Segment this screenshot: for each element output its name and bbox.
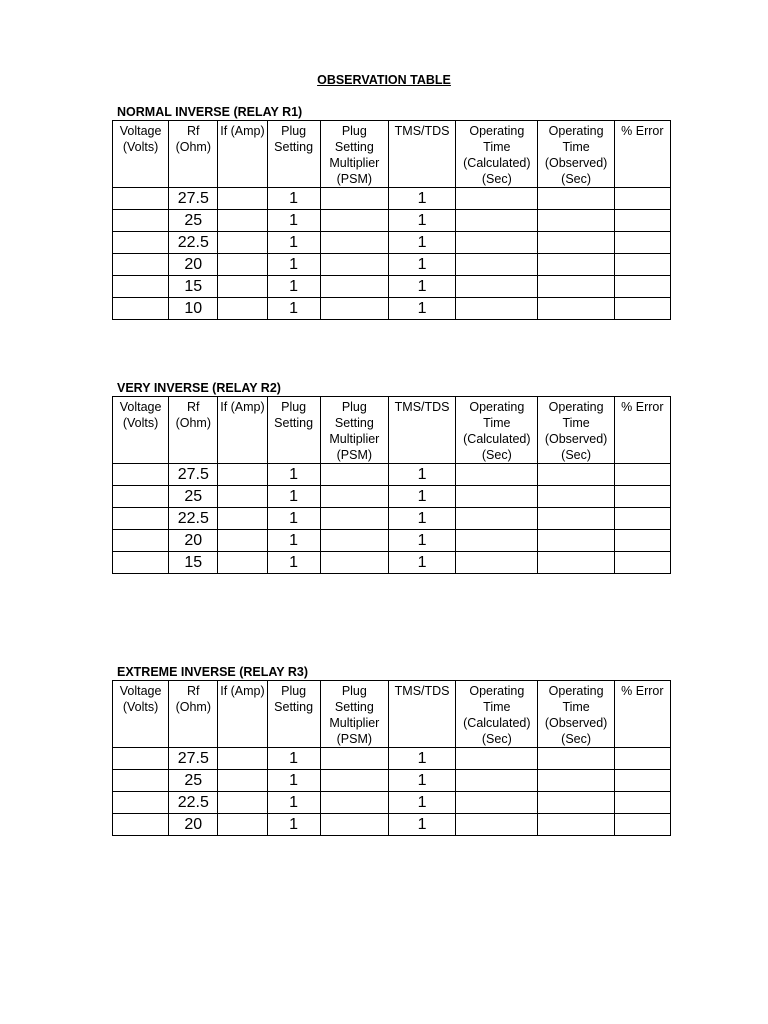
cell-plug-setting: 1 (267, 188, 320, 210)
cell-plug-setting: 1 (267, 552, 320, 574)
header-psm: Plug Setting Multiplier (PSM) (320, 121, 388, 188)
cell-voltage (113, 486, 169, 508)
header-time-calculated: Operating Time (Calculated) (Sec) (456, 121, 538, 188)
header-if: If (Amp) (218, 681, 267, 748)
cell-psm (320, 486, 388, 508)
cell-percent-error (614, 530, 670, 552)
cell-voltage (113, 748, 169, 770)
cell-time-observed (538, 792, 614, 814)
cell-voltage (113, 276, 169, 298)
table-row (113, 210, 671, 232)
cell-percent-error (614, 552, 670, 574)
cell-if (218, 188, 267, 210)
cell-if (218, 508, 267, 530)
table-row (113, 792, 671, 814)
cell-rf: 20 (169, 254, 218, 276)
cell-plug-setting: 1 (267, 276, 320, 298)
cell-if (218, 464, 267, 486)
cell-rf: 27.5 (169, 188, 218, 210)
cell-voltage (113, 770, 169, 792)
cell-time-observed (538, 464, 614, 486)
header-plug-setting: Plug Setting (267, 121, 320, 188)
section-title: NORMAL INVERSE (RELAY R1) (117, 105, 303, 119)
table-row (113, 552, 671, 574)
cell-tms-tds: 1 (388, 464, 455, 486)
header-if: If (Amp) (218, 397, 267, 464)
cell-time-observed (538, 770, 614, 792)
cell-percent-error (614, 464, 670, 486)
cell-plug-setting: 1 (267, 486, 320, 508)
cell-rf: 27.5 (169, 464, 218, 486)
cell-psm (320, 210, 388, 232)
cell-psm (320, 792, 388, 814)
cell-tms-tds: 1 (388, 210, 455, 232)
cell-psm (320, 770, 388, 792)
header-rf: Rf (Ohm) (169, 681, 218, 748)
observation-table (112, 680, 671, 836)
header-time-observed: Operating Time (Observed) (Sec) (538, 681, 614, 748)
header-tms-tds: TMS/TDS (388, 681, 455, 748)
header-percent-error: % Error (614, 121, 670, 188)
very-inverse-section (112, 380, 672, 574)
table-row (113, 276, 671, 298)
header-percent-error: % Error (614, 681, 670, 748)
cell-time-observed (538, 254, 614, 276)
cell-plug-setting: 1 (267, 770, 320, 792)
cell-psm (320, 254, 388, 276)
cell-psm (320, 276, 388, 298)
cell-time-observed (538, 814, 614, 836)
cell-psm (320, 552, 388, 574)
cell-if (218, 814, 267, 836)
cell-tms-tds: 1 (388, 814, 455, 836)
cell-plug-setting: 1 (267, 210, 320, 232)
cell-if (218, 530, 267, 552)
table-row (113, 254, 671, 276)
cell-percent-error (614, 210, 670, 232)
header-plug-setting: Plug Setting (267, 397, 320, 464)
header-row (113, 681, 671, 748)
header-voltage: Voltage (Volts) (113, 681, 169, 748)
cell-time-observed (538, 232, 614, 254)
header-tms-tds: TMS/TDS (388, 121, 455, 188)
cell-percent-error (614, 748, 670, 770)
cell-time-observed (538, 748, 614, 770)
cell-voltage (113, 254, 169, 276)
cell-tms-tds: 1 (388, 188, 455, 210)
page-title: OBSERVATION TABLE (317, 73, 451, 87)
cell-if (218, 210, 267, 232)
cell-percent-error (614, 276, 670, 298)
cell-voltage (113, 552, 169, 574)
cell-time-calculated (456, 792, 538, 814)
cell-time-calculated (456, 188, 538, 210)
cell-voltage (113, 298, 169, 320)
cell-time-calculated (456, 508, 538, 530)
cell-rf: 25 (169, 486, 218, 508)
cell-voltage (113, 464, 169, 486)
cell-plug-setting: 1 (267, 232, 320, 254)
cell-if (218, 792, 267, 814)
table-row (113, 814, 671, 836)
cell-time-calculated (456, 210, 538, 232)
cell-time-observed (538, 486, 614, 508)
cell-percent-error (614, 254, 670, 276)
cell-plug-setting: 1 (267, 464, 320, 486)
cell-psm (320, 530, 388, 552)
cell-psm (320, 298, 388, 320)
cell-time-calculated (456, 486, 538, 508)
cell-time-calculated (456, 748, 538, 770)
cell-psm (320, 748, 388, 770)
cell-if (218, 276, 267, 298)
header-time-calculated: Operating Time (Calculated) (Sec) (456, 681, 538, 748)
cell-voltage (113, 814, 169, 836)
cell-time-observed (538, 188, 614, 210)
cell-rf: 22.5 (169, 508, 218, 530)
cell-percent-error (614, 232, 670, 254)
cell-if (218, 486, 267, 508)
section-title: EXTREME INVERSE (RELAY R3) (117, 665, 309, 679)
header-plug-setting: Plug Setting (267, 681, 320, 748)
cell-voltage (113, 232, 169, 254)
cell-if (218, 254, 267, 276)
table-row (113, 770, 671, 792)
cell-time-calculated (456, 232, 538, 254)
section-title: VERY INVERSE (RELAY R2) (117, 381, 281, 395)
table-row (113, 464, 671, 486)
header-row (113, 121, 671, 188)
cell-psm (320, 232, 388, 254)
observation-table (112, 120, 671, 320)
cell-if (218, 232, 267, 254)
cell-time-observed (538, 298, 614, 320)
cell-voltage (113, 210, 169, 232)
cell-psm (320, 188, 388, 210)
cell-percent-error (614, 814, 670, 836)
cell-rf: 15 (169, 276, 218, 298)
cell-plug-setting: 1 (267, 254, 320, 276)
cell-rf: 22.5 (169, 232, 218, 254)
cell-rf: 27.5 (169, 748, 218, 770)
cell-time-calculated (456, 276, 538, 298)
cell-tms-tds: 1 (388, 232, 455, 254)
cell-time-calculated (456, 814, 538, 836)
cell-plug-setting: 1 (267, 298, 320, 320)
cell-time-calculated (456, 770, 538, 792)
table-row (113, 530, 671, 552)
header-row (113, 397, 671, 464)
cell-voltage (113, 508, 169, 530)
cell-percent-error (614, 486, 670, 508)
cell-psm (320, 464, 388, 486)
header-tms-tds: TMS/TDS (388, 397, 455, 464)
cell-plug-setting: 1 (267, 792, 320, 814)
cell-time-calculated (456, 254, 538, 276)
table-row (113, 298, 671, 320)
cell-percent-error (614, 770, 670, 792)
table-row (113, 486, 671, 508)
cell-rf: 20 (169, 530, 218, 552)
extreme-inverse-section (112, 664, 672, 836)
cell-tms-tds: 1 (388, 486, 455, 508)
cell-time-calculated (456, 298, 538, 320)
cell-percent-error (614, 508, 670, 530)
normal-inverse-section (112, 104, 672, 320)
header-voltage: Voltage (Volts) (113, 397, 169, 464)
cell-tms-tds: 1 (388, 552, 455, 574)
cell-if (218, 552, 267, 574)
cell-rf: 15 (169, 552, 218, 574)
header-psm: Plug Setting Multiplier (PSM) (320, 397, 388, 464)
cell-time-observed (538, 210, 614, 232)
cell-tms-tds: 1 (388, 792, 455, 814)
observation-table (112, 396, 671, 574)
cell-if (218, 298, 267, 320)
cell-rf: 20 (169, 814, 218, 836)
cell-rf: 25 (169, 770, 218, 792)
cell-rf: 22.5 (169, 792, 218, 814)
cell-time-observed (538, 276, 614, 298)
cell-percent-error (614, 792, 670, 814)
cell-plug-setting: 1 (267, 748, 320, 770)
cell-voltage (113, 530, 169, 552)
header-time-observed: Operating Time (Observed) (Sec) (538, 397, 614, 464)
header-percent-error: % Error (614, 397, 670, 464)
cell-if (218, 748, 267, 770)
cell-plug-setting: 1 (267, 530, 320, 552)
cell-time-calculated (456, 552, 538, 574)
cell-voltage (113, 188, 169, 210)
header-rf: Rf (Ohm) (169, 121, 218, 188)
cell-tms-tds: 1 (388, 770, 455, 792)
cell-percent-error (614, 298, 670, 320)
cell-time-calculated (456, 530, 538, 552)
cell-time-observed (538, 530, 614, 552)
header-psm: Plug Setting Multiplier (PSM) (320, 681, 388, 748)
table-row (113, 748, 671, 770)
cell-tms-tds: 1 (388, 276, 455, 298)
cell-if (218, 770, 267, 792)
cell-tms-tds: 1 (388, 748, 455, 770)
cell-voltage (113, 792, 169, 814)
cell-plug-setting: 1 (267, 508, 320, 530)
cell-time-observed (538, 552, 614, 574)
header-if: If (Amp) (218, 121, 267, 188)
cell-psm (320, 508, 388, 530)
cell-plug-setting: 1 (267, 814, 320, 836)
table-row (113, 188, 671, 210)
cell-rf: 10 (169, 298, 218, 320)
cell-rf: 25 (169, 210, 218, 232)
cell-tms-tds: 1 (388, 298, 455, 320)
cell-tms-tds: 1 (388, 254, 455, 276)
cell-percent-error (614, 188, 670, 210)
header-time-observed: Operating Time (Observed) (Sec) (538, 121, 614, 188)
header-rf: Rf (Ohm) (169, 397, 218, 464)
cell-time-calculated (456, 464, 538, 486)
cell-psm (320, 814, 388, 836)
cell-time-observed (538, 508, 614, 530)
cell-tms-tds: 1 (388, 508, 455, 530)
cell-tms-tds: 1 (388, 530, 455, 552)
table-row (113, 232, 671, 254)
table-row (113, 508, 671, 530)
header-time-calculated: Operating Time (Calculated) (Sec) (456, 397, 538, 464)
header-voltage: Voltage (Volts) (113, 121, 169, 188)
